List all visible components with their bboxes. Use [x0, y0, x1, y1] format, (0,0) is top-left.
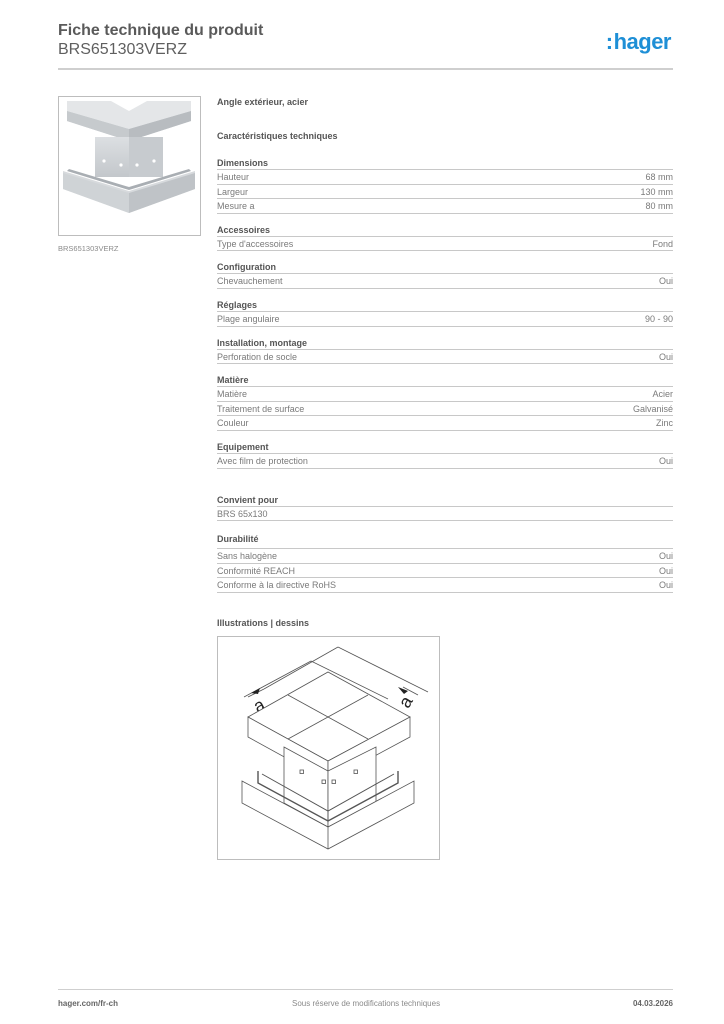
group-reglages	[217, 298, 673, 327]
footer-notice: Sous réserve de modifications techniques	[292, 999, 441, 1008]
row-label: Type d'accessoires	[217, 238, 294, 249]
row-label: Matière	[217, 389, 248, 400]
product-reference: BRS651303VERZ	[58, 41, 187, 58]
row-value: Oui	[658, 551, 673, 562]
group-title: Matière	[217, 373, 673, 387]
group-title: Equipement	[217, 440, 673, 454]
table-row	[217, 199, 673, 214]
hager-logo	[606, 29, 671, 55]
row-value: Oui	[658, 580, 673, 591]
row-label: Traitement de surface	[217, 403, 305, 414]
table-row	[217, 549, 673, 564]
document-footer	[58, 999, 673, 1011]
table-row	[217, 507, 673, 522]
group-title: Réglages	[217, 298, 673, 312]
row-value: Oui	[658, 455, 673, 466]
table-row	[217, 185, 673, 200]
table-row	[217, 274, 673, 289]
logo-text: hager	[613, 29, 671, 54]
product-photo-caption: BRS651303VERZ	[58, 244, 119, 253]
group-title: Dimensions	[217, 156, 673, 170]
row-value: 68 mm	[645, 172, 673, 182]
table-row	[217, 312, 673, 327]
group-title: Configuration	[217, 260, 673, 274]
row-value: Oui	[658, 565, 673, 576]
group-title: Durabilité	[217, 532, 673, 549]
row-value: Galvanisé	[632, 403, 673, 414]
table-row	[217, 387, 673, 402]
group-title: Convient pour	[217, 493, 673, 507]
svg-text:a: a	[394, 692, 417, 712]
table-row	[217, 578, 673, 593]
row-label: BRS 65x130	[217, 508, 268, 519]
svg-text:a: a	[250, 694, 269, 717]
table-row	[217, 564, 673, 579]
header-divider	[58, 68, 673, 70]
group-accessoires	[217, 223, 673, 252]
row-label: Avec film de protection	[217, 455, 308, 466]
row-label: Largeur	[217, 186, 249, 197]
technical-drawing-icon	[218, 637, 439, 859]
table-row	[217, 237, 673, 252]
table-row	[217, 454, 673, 469]
row-value: Zinc	[655, 418, 673, 429]
group-title: Accessoires	[217, 223, 673, 237]
row-value: 130 mm	[640, 186, 673, 197]
logo-dots: :	[605, 29, 613, 54]
row-value: 80 mm	[645, 201, 673, 212]
product-description: Angle extérieur, acier	[217, 97, 309, 107]
group-matiere	[217, 373, 673, 431]
row-label: Chevauchement	[217, 276, 283, 287]
product-photo-icon	[59, 97, 200, 235]
row-label: Plage angulaire	[217, 313, 280, 324]
illustrations-title: Illustrations | dessins	[217, 618, 310, 628]
table-row	[217, 170, 673, 185]
table-row	[217, 416, 673, 431]
row-label: Conforme à la directive RoHS	[217, 580, 337, 591]
row-label: Sans halogène	[217, 551, 278, 562]
technical-drawing	[217, 636, 440, 860]
table-row	[217, 350, 673, 365]
row-value: Oui	[658, 276, 673, 287]
row-value: 90 - 90	[644, 313, 673, 324]
group-convient-pour	[217, 493, 673, 522]
document-header	[58, 22, 673, 59]
row-label: Hauteur	[217, 172, 250, 182]
group-title: Installation, montage	[217, 336, 673, 350]
group-durabilite	[217, 532, 673, 593]
table-row	[217, 402, 673, 417]
footer-divider	[58, 989, 673, 990]
group-equipement	[217, 440, 673, 469]
product-photo	[58, 96, 201, 236]
group-installation	[217, 336, 673, 365]
row-label: Perforation de socle	[217, 351, 298, 362]
footer-date: 04.03.2026	[632, 999, 673, 1008]
row-value: Oui	[658, 351, 673, 362]
group-dimensions	[217, 156, 673, 214]
spec-sheet	[217, 96, 673, 593]
footer-website-link[interactable]: hager.com/fr-ch	[58, 999, 119, 1008]
row-label: Couleur	[217, 418, 249, 429]
spec-heading: Caractéristiques techniques	[217, 131, 338, 141]
group-configuration	[217, 260, 673, 289]
document-title: Fiche technique du produit	[58, 22, 264, 39]
row-value: Acier	[652, 389, 673, 400]
row-value: Fond	[652, 238, 673, 249]
row-label: Mesure a	[217, 201, 255, 212]
row-label: Conformité REACH	[217, 565, 296, 576]
